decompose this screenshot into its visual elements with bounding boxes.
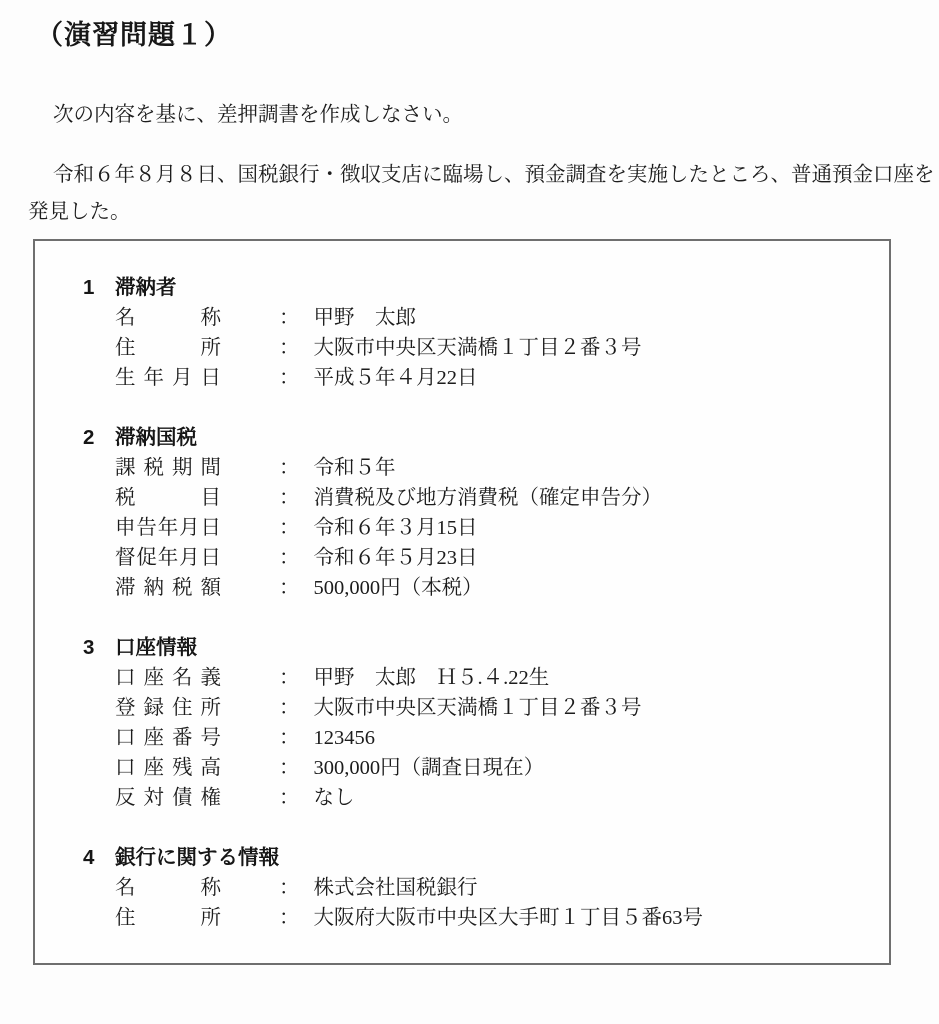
field-row: [35, 573, 879, 603]
section-number: 4: [83, 846, 95, 869]
section-heading: [35, 273, 879, 303]
colon-separator: ：: [279, 667, 300, 689]
field-value: 平成５年４月22日: [313, 367, 478, 389]
field-label: 名称: [115, 307, 221, 329]
field-row: [35, 513, 879, 543]
colon-separator: ：: [279, 787, 300, 809]
info-section: [35, 423, 879, 603]
colon-separator: ：: [279, 757, 300, 779]
field-value: 株式会社国税銀行: [313, 877, 478, 899]
field-row: [35, 663, 879, 693]
field-row: [35, 783, 879, 813]
field-value: 消費税及び地方消費税（確定申告分）: [313, 487, 662, 509]
field-row: [35, 483, 879, 513]
field-label: 督促年月日: [115, 547, 221, 569]
field-label: 口座残高: [115, 757, 221, 779]
info-box: [33, 239, 891, 965]
field-label: 生年月日: [115, 367, 221, 389]
field-value: 大阪市中央区天満橋１丁目２番３号: [313, 697, 642, 719]
field-row: [35, 303, 879, 333]
field-row: [35, 543, 879, 573]
field-label: 滞納税額: [115, 577, 221, 599]
field-value: 甲野 太郎 Ｈ５.４.22生: [313, 667, 550, 689]
section-title: 滞納国税: [115, 426, 197, 449]
section-number: 3: [83, 636, 95, 659]
colon-separator: ：: [279, 547, 300, 569]
field-row: [35, 903, 879, 933]
intro-paragraph: [28, 157, 939, 231]
field-row: [35, 363, 879, 393]
field-label: 反対債権: [115, 787, 221, 809]
field-row: [35, 693, 879, 723]
field-value: 123456: [313, 727, 375, 749]
field-label: 住所: [115, 337, 221, 359]
colon-separator: ：: [279, 877, 300, 899]
colon-separator: ：: [279, 457, 300, 479]
section-title: 口座情報: [115, 636, 197, 659]
colon-separator: ：: [279, 337, 300, 359]
field-row: [35, 453, 879, 483]
colon-separator: ：: [279, 367, 300, 389]
field-value: 令和６年３月15日: [313, 517, 478, 539]
colon-separator: ：: [279, 487, 300, 509]
intro-line: 発見した。: [28, 201, 131, 223]
field-value: 300,000円（調査日現在）: [313, 757, 545, 779]
field-value: 大阪府大阪市中央区大手町１丁目５番63号: [313, 907, 703, 929]
field-row: [35, 873, 879, 903]
field-row: [35, 333, 879, 363]
field-label: 税目: [115, 487, 221, 509]
colon-separator: ：: [279, 307, 300, 329]
field-value: 令和５年: [313, 457, 396, 479]
field-label: 課税期間: [115, 457, 221, 479]
colon-separator: ：: [279, 577, 300, 599]
field-value: なし: [313, 787, 355, 809]
field-row: [35, 723, 879, 753]
instruction-text: 次の内容を基に、差押調書を作成しなさい。: [53, 104, 463, 126]
field-label: 登録住所: [115, 697, 221, 719]
page-title: （演習問題１）: [36, 20, 232, 50]
field-row: [35, 753, 879, 783]
field-label: 住所: [115, 907, 221, 929]
section-number: 2: [83, 426, 95, 449]
info-section: [35, 273, 879, 393]
field-label: 口座番号: [115, 727, 221, 749]
section-heading: [35, 423, 879, 453]
colon-separator: ：: [279, 517, 300, 539]
section-heading: [35, 633, 879, 663]
section-title: 滞納者: [115, 276, 177, 299]
section-number: 1: [83, 276, 95, 299]
colon-separator: ：: [279, 727, 300, 749]
colon-separator: ：: [279, 697, 300, 719]
info-section: [35, 633, 879, 813]
field-value: 令和６年５月23日: [313, 547, 478, 569]
field-value: 甲野 太郎: [313, 307, 416, 329]
section-title: 銀行に関する情報: [115, 846, 279, 869]
field-value: 大阪市中央区天満橋１丁目２番３号: [313, 337, 642, 359]
section-heading: [35, 843, 879, 873]
field-label: 申告年月日: [115, 517, 221, 539]
field-value: 500,000円（本税）: [313, 577, 483, 599]
info-section: [35, 843, 879, 933]
colon-separator: ：: [279, 907, 300, 929]
intro-line: 令和６年８月８日、国税銀行・徴収支店に臨場し、預金調査を実施したところ、普通預金口座を: [53, 164, 935, 186]
field-label: 口座名義: [115, 667, 221, 689]
field-label: 名称: [115, 877, 221, 899]
